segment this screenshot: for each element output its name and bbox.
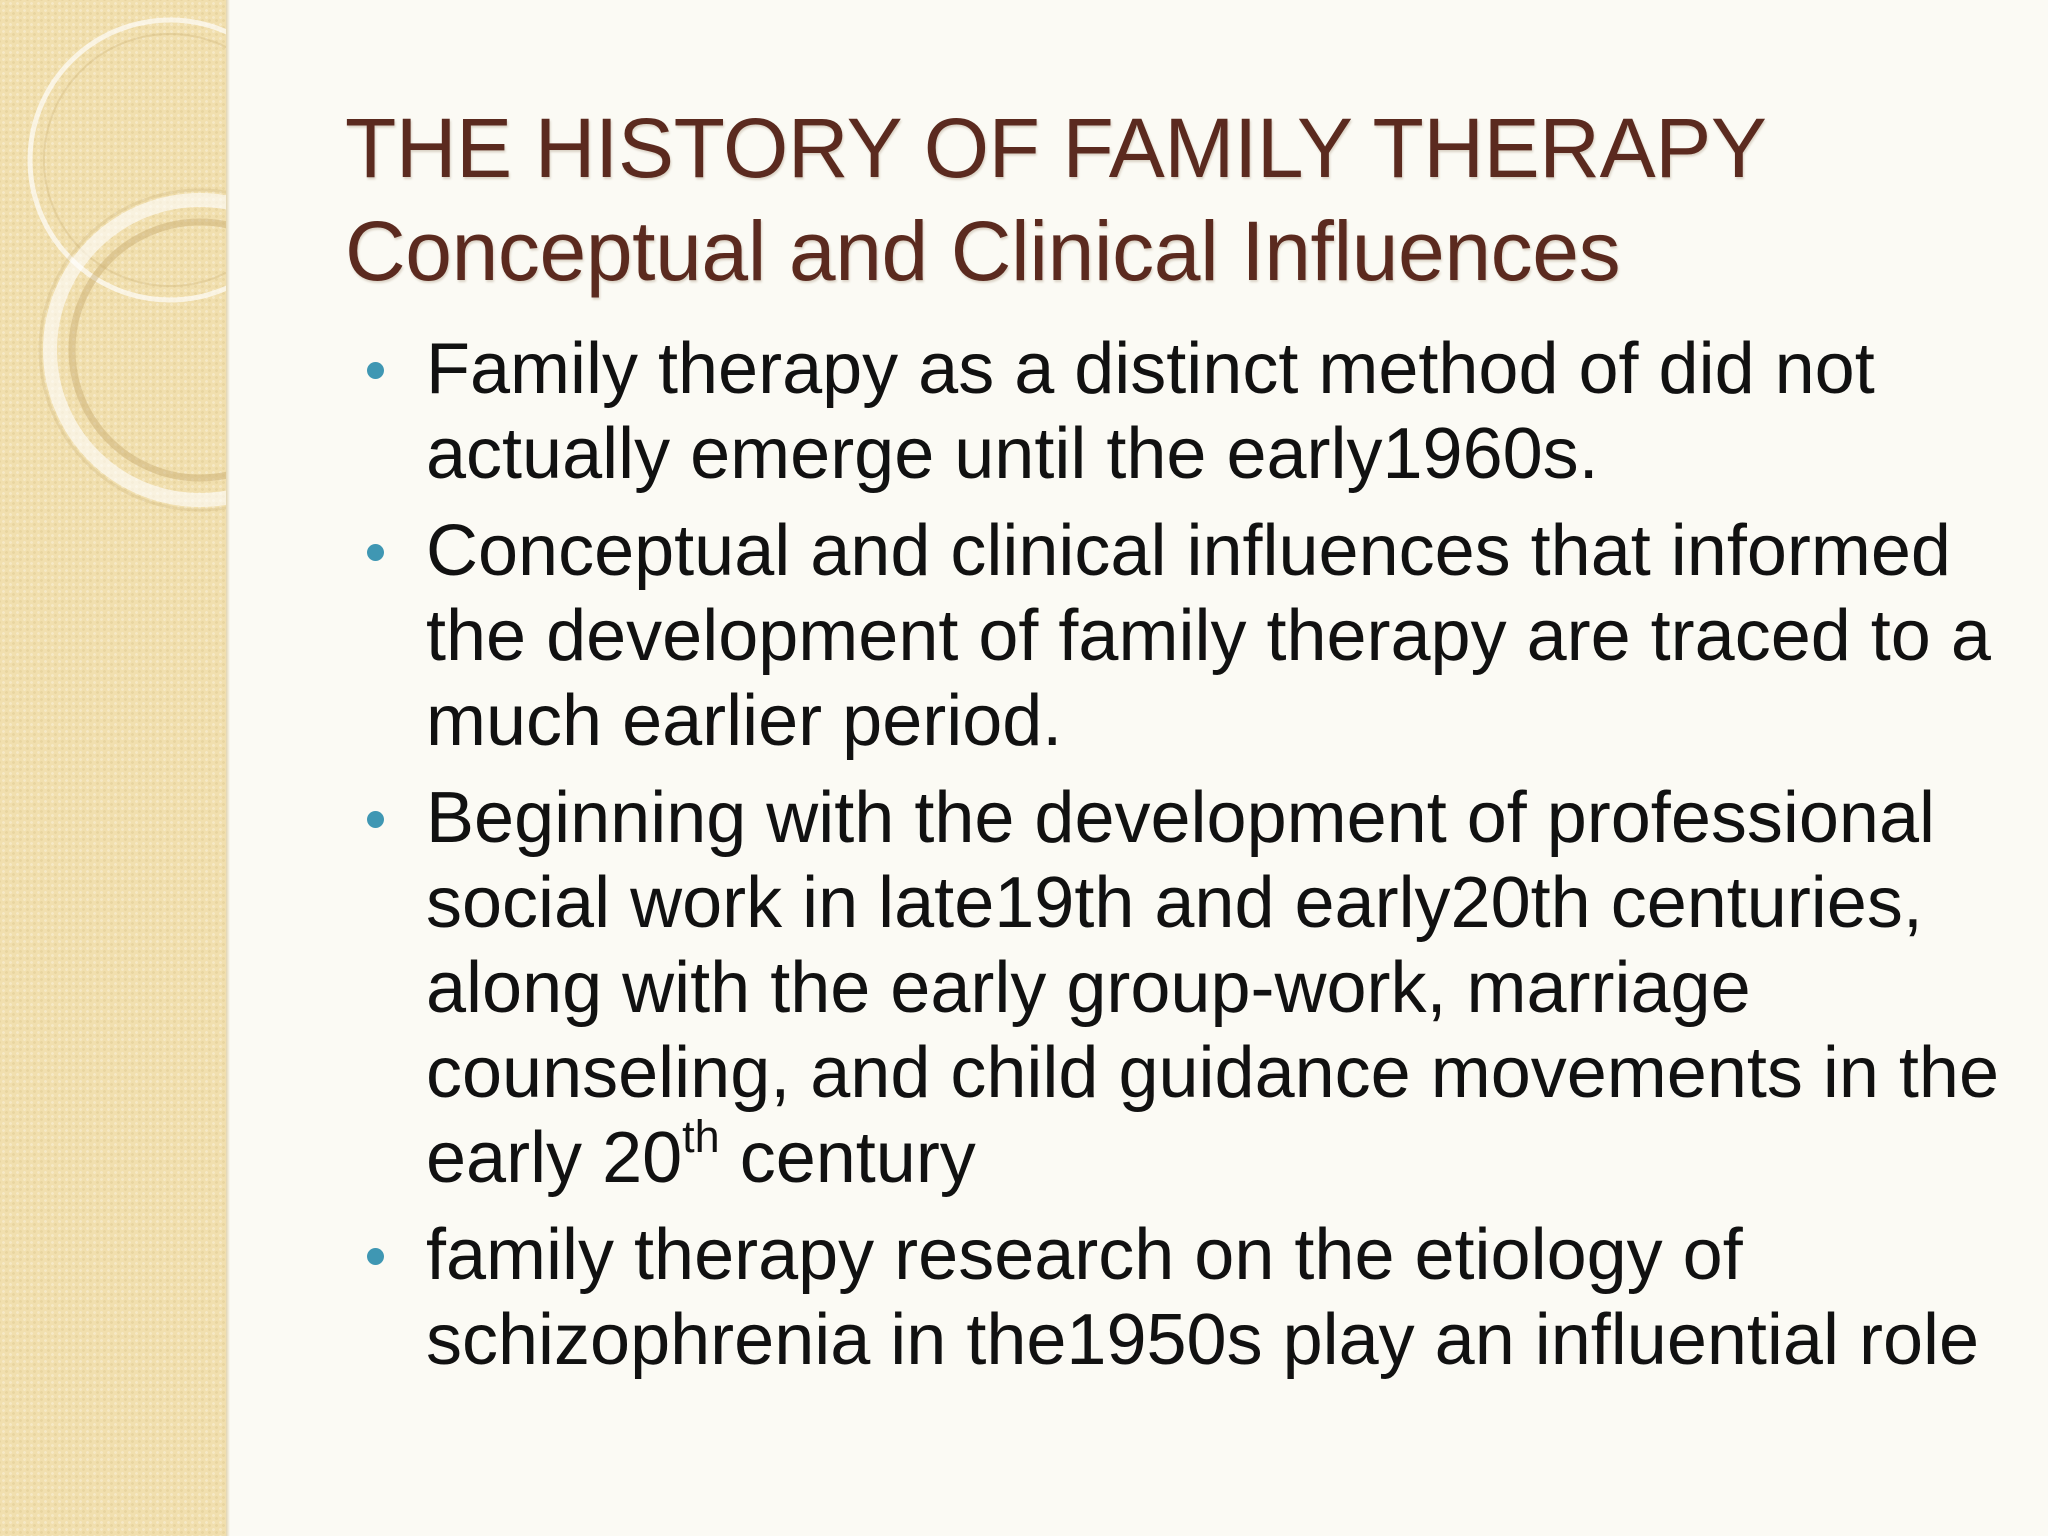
bullet-text — [426, 776, 2022, 1201]
bullet-dot-icon — [367, 362, 384, 379]
bullet-list — [352, 327, 2022, 1395]
bullet-item — [352, 327, 2022, 497]
bullet-dot-icon — [367, 544, 384, 561]
bullet-text: Conceptual and clinical influences that informed the development of family therapy are traced to a much earlier period. — [426, 511, 1991, 761]
bullet-item — [352, 1213, 2022, 1383]
side-band-edge — [226, 0, 230, 1536]
bullet-text-main: Beginning with the development of professional social work in late19th and early20th centuries, along with the early group-work, marriage counseling, and child guidance movements in the early 20 — [426, 778, 1999, 1198]
bullet-dot-icon — [367, 811, 384, 828]
bullet-item — [352, 509, 2022, 764]
title-line-1: THE HISTORY OF FAMILY THERAPY — [345, 101, 1767, 195]
bullet-text-end: century — [719, 1118, 976, 1198]
decorative-rings — [0, 0, 226, 520]
title-line-2: Conceptual and Clinical Influences — [345, 204, 1621, 298]
bullet-dot-icon — [367, 1248, 384, 1265]
ordinal-superscript: th — [682, 1111, 720, 1162]
bullet-item — [352, 776, 2022, 1201]
bullet-text: Family therapy as a distinct method of did not actually emerge until the early1960s. — [426, 329, 1875, 494]
decorative-side-band — [0, 0, 226, 1536]
bullet-text: family therapy research on the etiology of schizophrenia in the1950s play an influential role — [426, 1215, 1980, 1380]
slide-title — [345, 96, 1766, 304]
